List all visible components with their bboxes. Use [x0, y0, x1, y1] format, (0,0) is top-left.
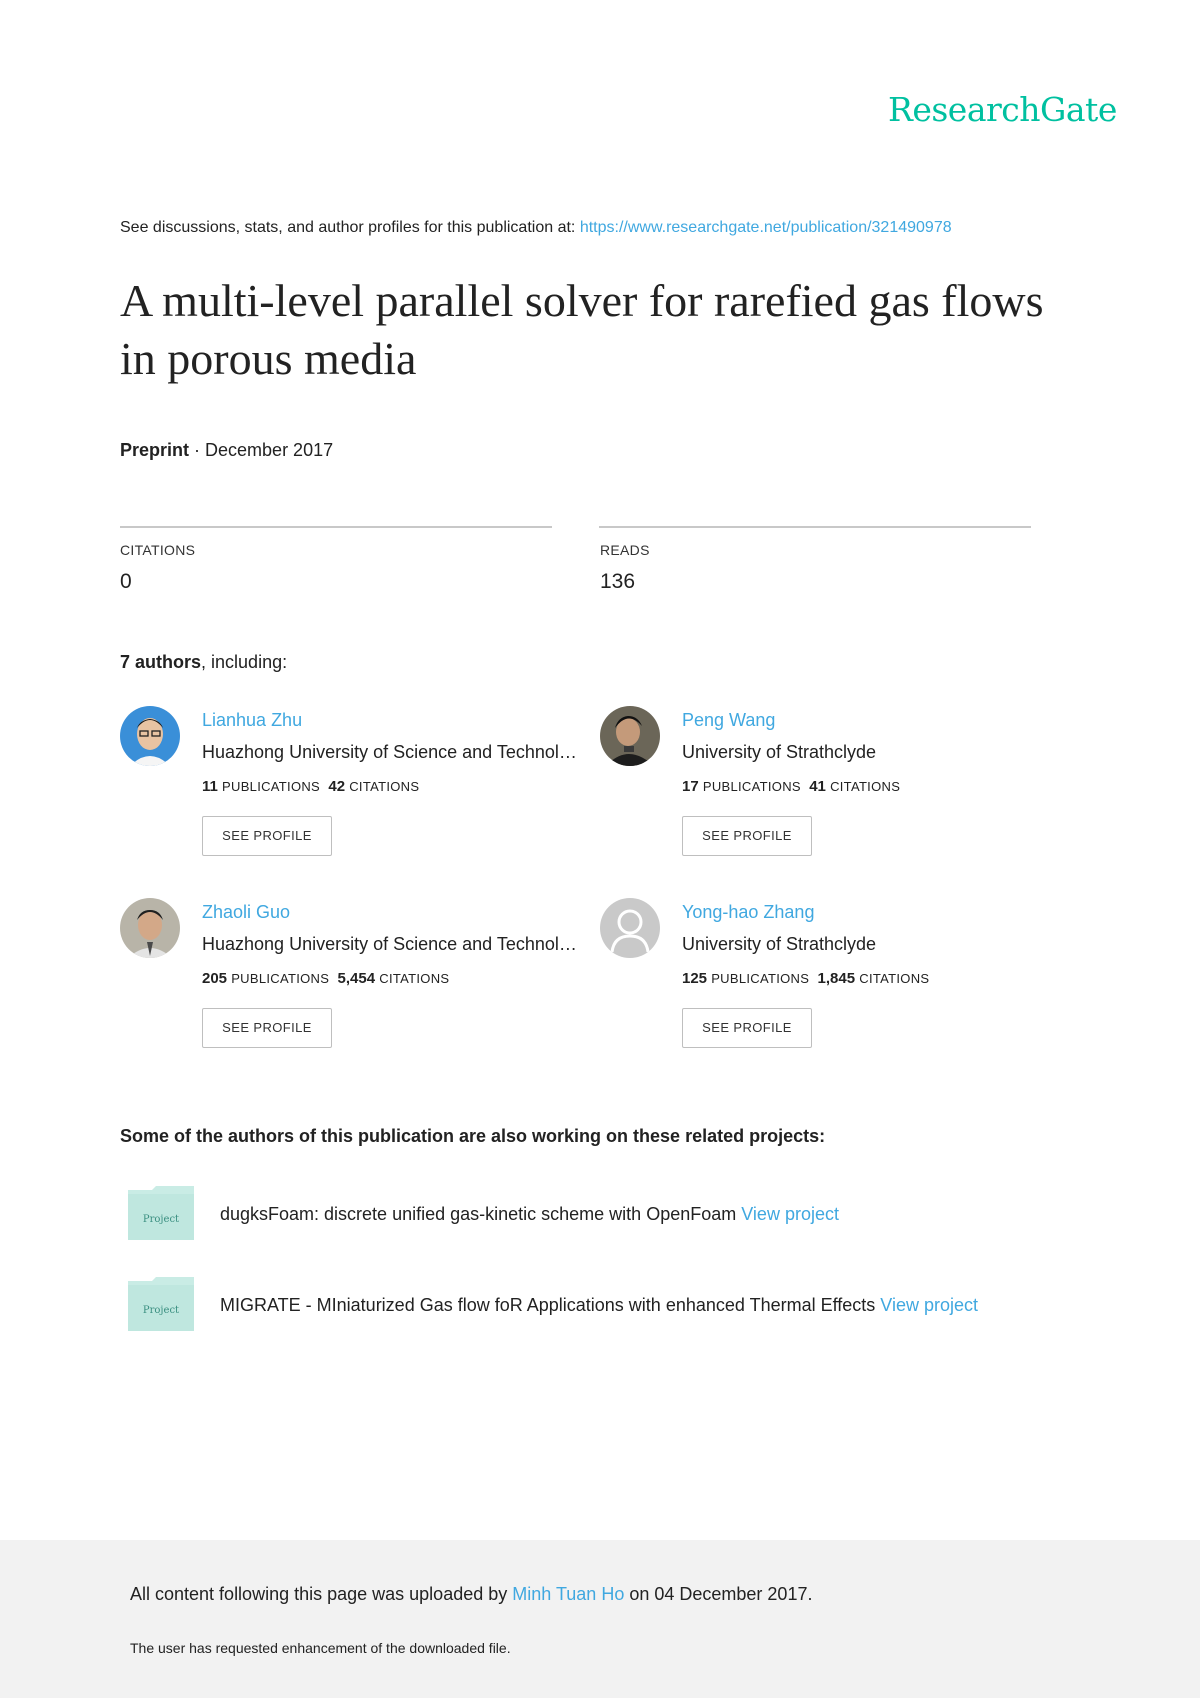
- author-card: [600, 898, 1080, 1068]
- upload-info: [130, 1584, 812, 1605]
- project-row: [128, 1277, 1088, 1333]
- author-name-link[interactable]: Yong-hao Zhang: [682, 902, 815, 922]
- upload-footer: [0, 1540, 1200, 1698]
- author-publications-count: 205: [202, 970, 228, 987]
- person-photo-icon: [600, 706, 660, 766]
- author-institution: Huazhong University of Science and Technol…: [202, 742, 577, 762]
- project-name: dugksFoam: discrete unified gas-kinetic scheme with OpenFoam: [220, 1204, 737, 1224]
- see-profile-button[interactable]: SEE PROFILE: [682, 816, 812, 856]
- see-profile-button[interactable]: SEE PROFILE: [682, 1008, 812, 1048]
- enhancement-note: The user has requested enhancement of the downloaded file.: [130, 1640, 511, 1656]
- author-name-link[interactable]: Zhaoli Guo: [202, 902, 291, 922]
- default-avatar-icon: [600, 898, 660, 958]
- publication-title: A multi-level parallel solver for rarefied gas flows in porous media: [120, 275, 1044, 384]
- author-publications-label: PUBLICATIONS: [222, 779, 321, 794]
- author-institution: University of Strathclyde: [682, 934, 877, 954]
- see-profile-button[interactable]: SEE PROFILE: [202, 1008, 332, 1048]
- author-avatar[interactable]: [600, 706, 660, 766]
- author-institution: University of Strathclyde: [682, 742, 877, 762]
- project-row: [128, 1186, 1088, 1242]
- author-avatar[interactable]: [120, 706, 180, 766]
- authors-count: 7 authors: [120, 652, 202, 672]
- related-projects-heading: Some of the authors of this publication are also working on these related projects:: [120, 1126, 826, 1146]
- person-photo-icon: [120, 898, 180, 958]
- project-name: MIGRATE - MIniaturized Gas flow foR Applications with enhanced Thermal Effects: [220, 1295, 876, 1315]
- author-publications-count: 125: [682, 970, 708, 987]
- project-icon-label: Project: [142, 1305, 180, 1316]
- reads-divider: [599, 526, 1031, 528]
- author-stats: [202, 970, 449, 987]
- citations-divider: [120, 526, 552, 528]
- reads-value: 136: [600, 570, 636, 593]
- author-citations-label: CITATIONS: [349, 779, 420, 794]
- uploader-link[interactable]: Minh Tuan Ho: [512, 1584, 625, 1604]
- author-publications-count: 11: [202, 778, 218, 795]
- author-name-link[interactable]: Lianhua Zhu: [202, 710, 303, 730]
- author-citations-label: CITATIONS: [379, 971, 450, 986]
- upload-date: on 04 December 2017.: [629, 1584, 813, 1604]
- author-citations-count: 1,845: [817, 970, 856, 987]
- author-stats: [202, 778, 419, 795]
- author-citations-count: 5,454: [337, 970, 376, 987]
- discussions-text: See discussions, stats, and author profiles for this publication at:: [120, 219, 576, 236]
- project-folder-icon: [128, 1186, 194, 1240]
- project-icon-label: Project: [142, 1214, 180, 1225]
- publication-date: · December 2017: [194, 440, 334, 460]
- view-project-link[interactable]: View project: [741, 1204, 839, 1224]
- author-publications-label: PUBLICATIONS: [231, 971, 330, 986]
- author-stats: [682, 970, 929, 987]
- author-stats: [682, 778, 900, 795]
- project-title: [220, 1204, 839, 1225]
- publication-meta: [120, 440, 333, 461]
- author-citations-label: CITATIONS: [859, 971, 930, 986]
- publication-type: Preprint: [120, 440, 190, 460]
- author-institution: Huazhong University of Science and Technol…: [202, 934, 577, 954]
- author-citations-count: 42: [328, 778, 346, 795]
- author-citations-count: 41: [809, 778, 826, 795]
- researchgate-logo[interactable]: ResearchGate: [888, 90, 1117, 129]
- view-project-link[interactable]: View project: [880, 1295, 979, 1315]
- publication-url-link[interactable]: https://www.researchgate.net/publication/321490978: [579, 219, 952, 236]
- authors-suffix: , including:: [201, 652, 288, 672]
- author-avatar[interactable]: [600, 898, 660, 958]
- author-card: [120, 898, 600, 1068]
- author-publications-label: PUBLICATIONS: [702, 779, 801, 794]
- authors-heading: [120, 652, 287, 673]
- author-publications-count: 17: [682, 778, 699, 795]
- reads-label: READS: [600, 542, 650, 558]
- author-citations-label: CITATIONS: [830, 779, 901, 794]
- project-folder-icon: [128, 1277, 194, 1331]
- project-title: [220, 1295, 978, 1316]
- author-publications-label: PUBLICATIONS: [711, 971, 810, 986]
- author-name-link[interactable]: Peng Wang: [682, 710, 776, 730]
- upload-prefix: All content following this page was uploaded by: [130, 1584, 508, 1604]
- discussions-line: [120, 219, 952, 237]
- person-photo-icon: [120, 706, 180, 766]
- author-avatar[interactable]: [120, 898, 180, 958]
- author-card: [120, 706, 600, 876]
- citations-label: CITATIONS: [120, 542, 196, 558]
- citations-value: 0: [120, 570, 132, 593]
- author-card: [600, 706, 1080, 876]
- see-profile-button[interactable]: SEE PROFILE: [202, 816, 332, 856]
